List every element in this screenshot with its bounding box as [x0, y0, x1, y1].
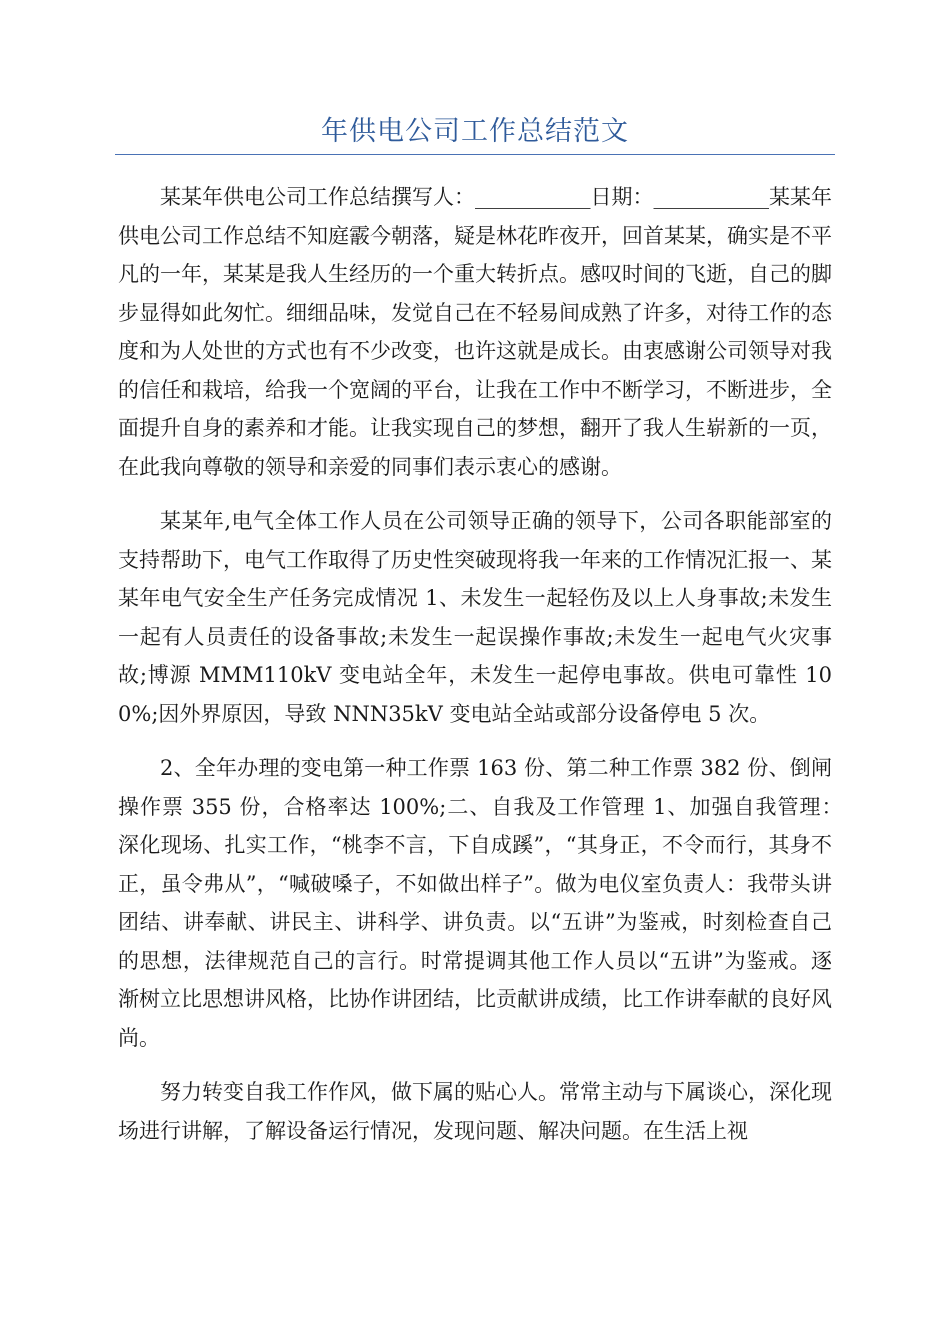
document-title: 年供电公司工作总结范文 — [321, 116, 629, 147]
paragraph-intro: 某某年供电公司工作总结撰写人：___________日期：___________某某年供电公司工作总结不知庭霰今朝落，疑是林花昨夜开，回首某某，确实是不平凡的一年，某某是我人生经历的一个重大转折点。感叹时间的飞逝，自己的脚步显得如此匆忙。细细品味，发觉自己在不轻易间成熟了许多，对待工作的态度和为人处世的方式也有不少改变，也许这就是成长。由衷感谢公司领导对我的信任和栽培，给我一个宽阔的平台，让我在工作中不断学习，不断进步，全面提升自身的素养和才能。让我实现自己的梦想，翻开了我人生崭新的一页，在此我向尊敬的领导和亲爱的同事们表示衷心的感谢。 — [118, 185, 832, 479]
paragraph-work-style: 努力转变自我工作作风，做下属的贴心人。常常主动与下属谈心，深化现场进行讲解，了解设备运行情况，发现问题、解决问题。在生活上视 — [118, 1080, 832, 1143]
title-underline — [115, 154, 835, 155]
document-body — [118, 178, 853, 1166]
paragraph-safety-results: 某某年,电气全体工作人员在公司领导正确的领导下，公司各职能部室的支持帮助下，电气工作取得了历史性突破现将我一年来的工作情况汇报一、某某年电气安全生产任务完成情况 1、未发生一起轻伤及以上人身事故;未发生一起有人员责任的设备事故;未发生一起误操作事故;未发生一起电气火灾事故;博源 MMM110kV 变电站全年，未发生一起停电事故。供电可靠性 100%;因外界原因，导致 NNN35kV 变电站全站或部分设备停电 5 次。 — [118, 509, 832, 726]
paragraph-work-tickets: 2、全年办理的变电第一种工作票 163 份、第二种工作票 382 份、倒闸操作票 355 份，合格率达 100%;二、自我及工作管理 1、加强自我管理： 深化现场、扎实工作，“桃李不言，下自成蹊”，“其身正，不令而行，其身不正，虽令弗从”，“喊破嗓子，不如做出样子”。做为电仪室负责人：我带头讲团结、讲奉献、讲民主、讲科学、讲负责。以“五讲”为鉴戒，时刻检查自己的思想，法律规范自己的言行。时常提调其他工作人员以“五讲”为鉴戒。逐渐树立比思想讲风格，比协作讲团结，比贡献讲成绩，比工作讲奉献的良好风尚。 — [118, 756, 853, 1050]
